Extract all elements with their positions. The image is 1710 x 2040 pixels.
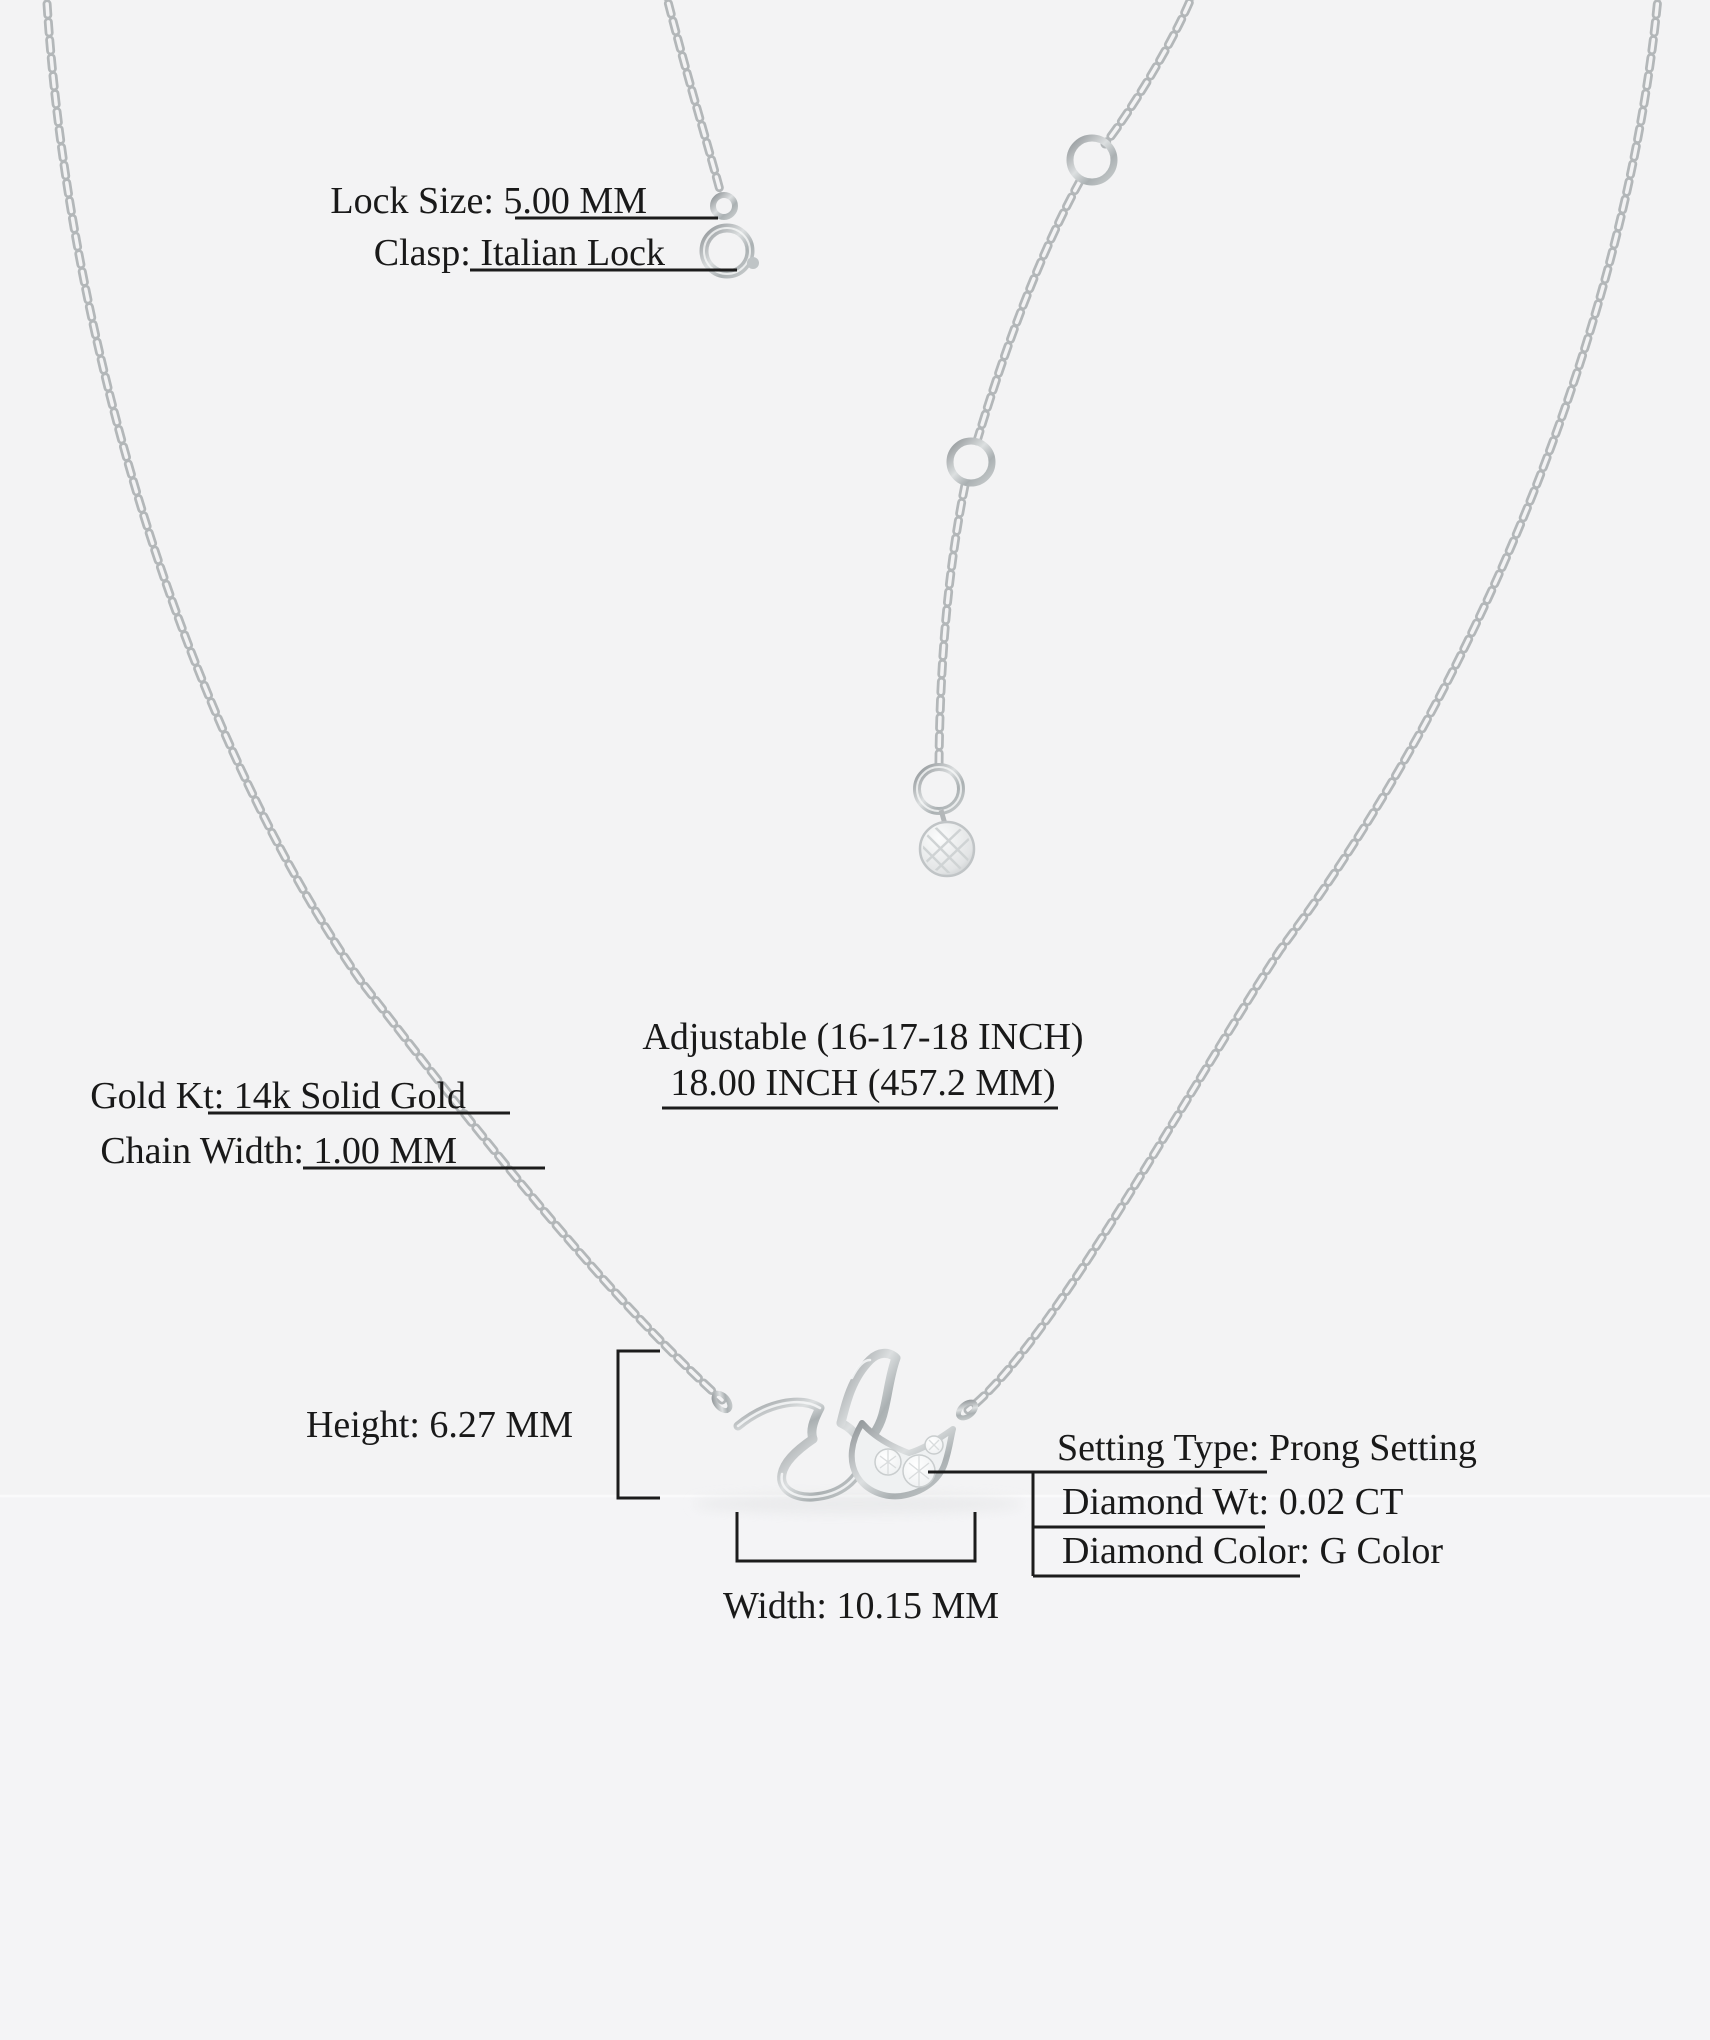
dove-pendant: [711, 1353, 979, 1497]
gold-kt-value: 14k Solid Gold: [233, 1075, 466, 1117]
diamond-wt-value: 0.02 CT: [1278, 1481, 1404, 1523]
width-label: Width:: [722, 1585, 827, 1627]
lock-size-value: 5.00 MM: [503, 180, 647, 222]
diamond-color-value: G Color: [1319, 1530, 1444, 1572]
clasp-value: Italian Lock: [480, 232, 665, 274]
diamond-wt-label: Diamond Wt:: [1062, 1481, 1270, 1523]
diamond-color-annotation: [1062, 1528, 1443, 1574]
tulip-outline: [852, 1423, 953, 1496]
setting-type-annotation: [1057, 1425, 1477, 1471]
brand-tag-disc: [917, 767, 974, 882]
clasp-label: Clasp:: [373, 232, 471, 274]
height-label: Height:: [305, 1404, 420, 1446]
diamond-wt-annotation: [1062, 1479, 1403, 1525]
adjustable-annotation: [601, 1014, 1125, 1106]
lock-size-label: Lock Size:: [330, 180, 494, 222]
extender-chain: [939, 0, 1196, 764]
spring-ring-clasp-icon: [704, 195, 759, 274]
clasp-annotation: [230, 230, 665, 276]
height-value: 6.27 MM: [429, 1404, 573, 1446]
width-annotation: [711, 1583, 1011, 1629]
necklace-chain-right: [968, 0, 1659, 1410]
chain-width-label: Chain Width:: [100, 1130, 304, 1172]
setting-type-value: Prong Setting: [1268, 1427, 1477, 1469]
gold-kt-label: Gold Kt:: [90, 1075, 225, 1117]
annotation-lines: [208, 218, 1300, 1576]
adjustable-line-2: 18.00 INCH (457.2 MM): [670, 1062, 1056, 1104]
gold-kt-annotation: [56, 1073, 466, 1119]
lock-size-annotation: [230, 178, 647, 224]
surface-shadow: [0, 1494, 1710, 2040]
clasp-chain-strand: [664, 0, 721, 194]
height-bracket: [618, 1351, 660, 1498]
sizing-ring-icon: [950, 138, 1114, 483]
diamond-color-label: Diamond Color:: [1062, 1530, 1311, 1572]
width-value: 10.15 MM: [836, 1585, 1000, 1627]
chain-width-annotation: [57, 1128, 457, 1174]
height-annotation: [298, 1402, 573, 1448]
adjustable-line-1: Adjustable (16-17-18 INCH): [642, 1016, 1084, 1058]
setting-type-label: Setting Type:: [1057, 1427, 1260, 1469]
chain-width-value: 1.00 MM: [313, 1130, 457, 1172]
